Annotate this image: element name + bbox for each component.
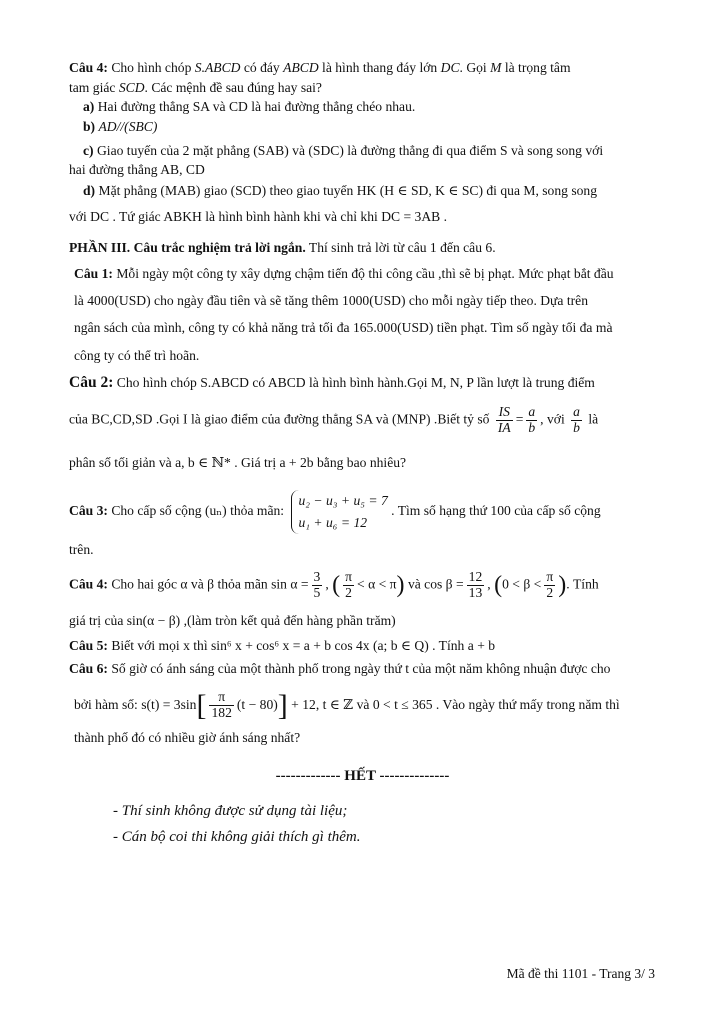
frac-num: π [546,568,554,584]
p3-line2 [69,540,659,560]
p2-ratio-fraction [496,405,513,436]
p4-paren: ( [494,572,503,598]
p5-text: Biết với mọi x thì sin⁶ x + cos⁶ x = a + b cos 4x (a; b ∈ Q) . Tính a + b [111,638,496,653]
p4-line: < α < π [357,576,397,592]
frac-den: 2 [345,584,352,600]
q4-option-d [69,181,673,201]
p1-question [69,260,664,369]
p6-line: bởi hàm số: s(t) = 3sin [74,696,197,712]
q4-text: . Các mệnh đề sau đúng hay sai? [144,79,322,95]
p2-line2 [69,405,659,436]
p6-bracket: [ [196,689,207,722]
p4-line: giá trị của sin(α − β) ,(làm tròn kết quả đến hàng phần trăm) [69,613,396,628]
q4-point: M [490,60,502,75]
p6-line: + 12, t ∈ ℤ và 0 < t ≤ 365 . Vào ngày thứ mấy trong năm thì [291,696,620,712]
p1-line: Mỗi ngày một công ty xây dựng chậm tiến độ thi công cầu ,thì sẽ bị phạt. Mức phạt bắt đầu [116,266,614,281]
p3-line: Cho cấp số cộng (uₙ) thỏa mãn: [111,502,285,518]
q4-b-label: b) [83,119,96,134]
p4-paren: ( [332,572,341,598]
p4-line: , [325,576,329,592]
q4-d-label: d) [83,183,96,198]
p4-frac-cos [467,570,485,601]
q4-option-c-cont [69,160,659,180]
frac-den: 5 [313,584,321,600]
p2-ab-fraction [526,405,537,436]
p4-paren: ) [396,572,405,598]
q4-side: DC [440,60,460,75]
p5-question [69,636,659,656]
p6-line: (t − 80) [236,696,278,712]
part3-title: PHẦN III. Câu trắc nghiệm trả lời ngắn. [69,240,306,255]
p4-paren: ) [558,572,567,598]
frac-num: 3 [313,568,321,584]
p2-line: của BC,CD,SD .Gọi I là giao điểm của đường thẳng SA và (MNP) .Biết tỷ số [69,411,490,427]
q4-a-label: a) [83,99,95,114]
p3-line: trên. [69,542,94,557]
p4-line: Cho hai góc α và β thỏa mãn sin α = [111,576,309,592]
q4-triangle: SCD [118,79,145,95]
p3-line: . Tìm số hạng thứ 100 của cấp số cộng [391,502,601,518]
p6-label: Câu 6: [69,661,108,676]
p4-line: . Tính [566,576,599,592]
p4-line2 [69,611,659,631]
page-footer: Mã đề thi 1101 - Trang 3/ 3 [506,966,655,981]
p2-line: là [588,411,599,427]
p4-line: , [487,576,491,592]
q4-c-label: c) [83,143,94,158]
frac-den: 182 [211,705,232,721]
part3-heading [69,238,659,258]
q4-d-text: Mặt phẳng (MAB) giao (SCD) theo giao tuyến HK (H ∈ SD, K ∈ SC) đi qua M, song song [98,183,598,198]
frac-den: b [573,419,580,435]
p6-bracket: ] [277,689,288,722]
p6-line: thành phố đó có nhiều giờ ánh sáng nhất? [74,730,301,745]
p2-eq: = [515,411,524,427]
notes [113,798,360,851]
p4-line: và cos β = [407,576,464,592]
q4-text: là hình thang đáy lớn [322,60,438,75]
q4-text: tam giác [69,79,116,95]
p3-eq1: u₂ − u₃ + u₅ = 7 [298,493,388,508]
frac-num: IS [496,405,513,421]
p2-line: Cho hình chóp S.ABCD có ABCD là hình bình hành.Gọi M, N, P lần lượt là trung điểm [116,375,595,390]
p1-line: ngân sách của mình, công ty có khả năng trả tối đa 165.000(USD) tiền phạt. Tìm số ngày tối đa mà [74,320,613,336]
p2-line: , với [540,411,565,427]
p3-line1 [69,490,659,534]
q4-a-text: Hai đường thẳng SA và CD là hai đường thẳng chéo nhau. [97,99,416,114]
p2-ab-fraction-2 [571,405,582,436]
p4-frac-pi2b [544,570,555,601]
p6-line: Số giờ có ánh sáng của một thành phố trong ngày thứ t của một năm không nhuận được cho [111,661,611,676]
p3-equation-system [291,490,387,534]
p4-label: Câu 4: [69,576,108,592]
p1-line: là 4000(USD) cho ngày đầu tiên và sẽ tăng thêm 1000(USD) cho mỗi ngày tiếp theo. Dựa trên [74,293,588,309]
q4-text: Cho hình chóp [111,60,192,75]
note-1: - Thí sinh không được sử dụng tài liệu; [113,803,348,819]
q4-c-text: Giao tuyến của 2 mặt phẳng (SAB) và (SDC) là đường thẳng đi qua điểm S và song song với [96,143,604,158]
q4-text: . Gọi [459,60,487,75]
q4-stem [69,58,659,97]
q4-option-c [69,141,673,161]
p6-line3 [69,728,664,748]
p6-line1 [69,659,659,679]
p2-label: Câu 2: [69,374,114,391]
note-2: - Cán bộ coi thi không giải thích gì thêm. [113,829,361,846]
frac-num: π [209,690,233,706]
p3-label: Câu 3: [69,502,108,518]
frac-num: 12 [468,568,483,584]
p1-line: công ty có thể trì hoãn. [74,347,200,363]
q4-text: có đáy [243,60,280,75]
q4-d-text2: với DC . Tứ giác ABKH là hình bình hành khi và chỉ khi DC = 3AB . [69,209,448,224]
q4-c-text2: hai đường thẳng AB, CD [69,162,205,177]
frac-num: a [573,404,580,419]
p2-line: phân số tối giản và a, b ∈ ℕ* . Giá trị a + 2b bằng bao nhiêu? [69,455,407,470]
frac-den: 13 [468,584,483,600]
p4-frac-pi2 [343,570,354,601]
q4-base: ABCD [283,60,319,75]
p6-line2 [69,684,664,728]
p2-line1 [69,372,659,394]
q4-option-b [69,117,673,137]
p4-line1 [69,568,659,603]
p1-label: Câu 1: [74,266,113,281]
frac-den: b [528,419,536,435]
p2-line3 [69,453,659,473]
p4-line: 0 < β < [502,576,542,592]
frac-den: IA [497,419,511,435]
p4-frac-sin [312,570,323,601]
p5-label: Câu 5: [69,638,108,653]
q4-pyramid: S.ABCD [194,60,241,75]
q4-option-d-cont [69,207,659,227]
p3-eq2: u₁ + u₆ = 12 [298,514,368,530]
end-marker: ------------- HẾT -------------- [275,768,450,784]
frac-den: 2 [546,584,554,600]
frac-num: π [345,568,353,584]
p6-frac [209,690,233,721]
q4-option-a [69,97,673,117]
frac-num: a [528,404,536,419]
q4-text: là trọng tâm [504,60,571,75]
q4-b-text: AD//(SBC) [98,119,158,134]
part3-subtitle: Thí sinh trả lời từ câu 1 đến câu 6. [308,240,496,255]
q4-label: Câu 4: [69,60,108,75]
